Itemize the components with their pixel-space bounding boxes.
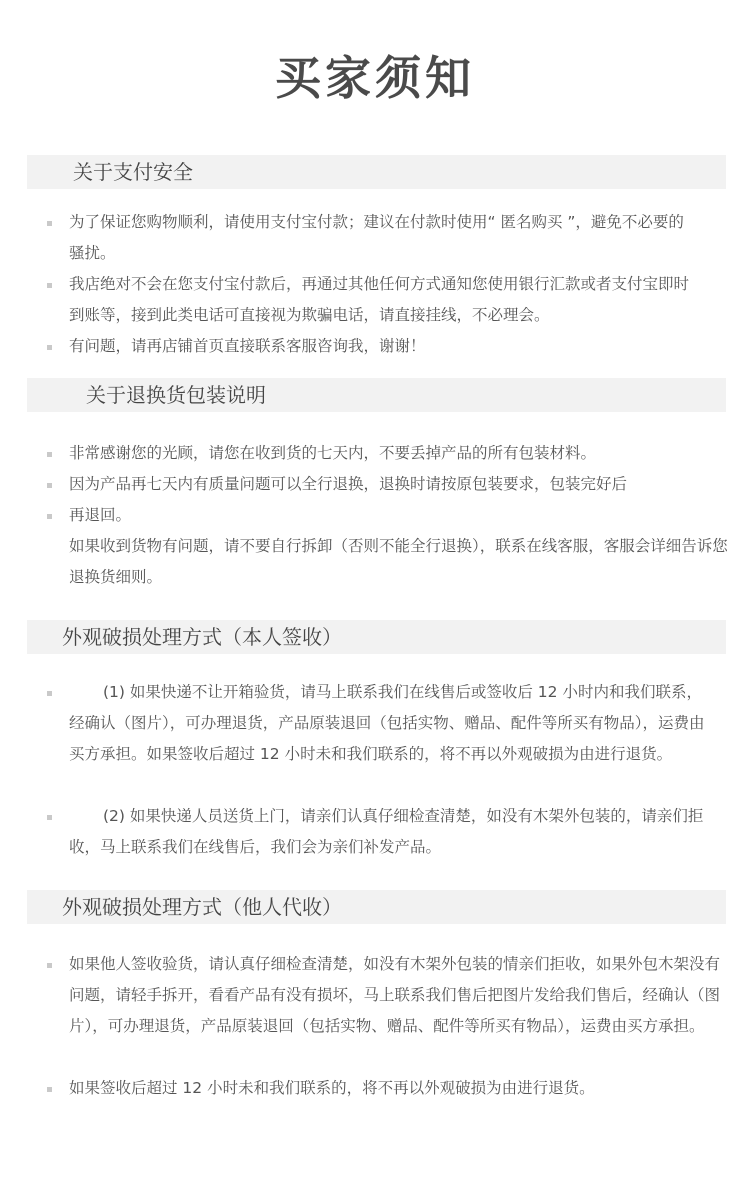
- bullet-marker: [47, 691, 52, 696]
- page-title: 买家须知: [275, 51, 475, 105]
- paragraph: 为了保证您购物顺利，请使用支付宝付款；建议在付款时使用“ 匿名购买 ”，避免不必要的骚扰。: [69, 213, 684, 262]
- paragraph: 如果收到货物有问题，请不要自行拆卸（否则不能全行退换），联系在线客服，客服会详细告诉您退换货细则。: [69, 537, 728, 586]
- section-heading-damage-self: [27, 620, 726, 654]
- section-heading-label: 关于支付安全: [73, 160, 193, 184]
- section-heading-returns: [27, 378, 726, 412]
- paragraph: 有问题，请再店铺首页直接联系客服咨询我，谢谢！: [69, 337, 426, 355]
- paragraph: 我店绝对不会在您支付宝付款后，再通过其他任何方式通知您使用银行汇款或者支付宝即时到账等，接到此类电话可直接视为欺骗电话，请直接挂线，不必理会。: [69, 275, 690, 324]
- bullet-marker: [47, 514, 52, 519]
- paragraph: 非常感谢您的光顾，请您在收到货的七天内，不要丢掉产品的所有包装材料。: [69, 444, 597, 462]
- bullet-marker: [47, 483, 52, 488]
- paragraph: (2) 如果快递人员送货上门，请亲们认真仔细检查清楚，如没有木架外包装的，请亲们拒收，马上联系我们在线售后，我们会为亲们补发产品。: [69, 807, 704, 856]
- bullet-marker: [47, 221, 52, 226]
- section-heading-label: 外观破损处理方式（本人签收）: [62, 625, 342, 649]
- bullet-marker: [47, 1087, 52, 1092]
- bullet-marker: [47, 963, 52, 968]
- paragraph: 如果他人签收验货，请认真仔细检查清楚，如没有木架外包装的情亲们拒收，如果外包木架没有问题，请轻手拆开，看看产品有没有损坏，马上联系我们售后把图片发给我们售后，经确认（图片），可办理退货，产品原装退回（包括实物、赠品、配件等所买有物品），运费由买方承担。: [69, 955, 721, 1035]
- bullet-marker: [47, 452, 52, 457]
- paragraph: 因为产品再七天内有质量问题可以全行退换，退换时请按原包装要求，包装完好后: [69, 475, 628, 493]
- bullet-marker: [47, 283, 52, 288]
- bullet-marker: [47, 815, 52, 820]
- section-heading-payment: [27, 155, 726, 189]
- section-heading-damage-proxy: [27, 890, 726, 924]
- paragraph: 再退回。: [69, 506, 132, 524]
- paragraph: 如果签收后超过 12 小时未和我们联系的，将不再以外观破损为由进行退货。: [69, 1079, 595, 1097]
- paragraph: (1) 如果快递不让开箱验货，请马上联系我们在线售后或签收后 12 小时内和我们联系，经确认（图片），可办理退货，产品原装退回（包括实物、赠品、配件等所买有物品），运费由买方承担。如果签收后超过 12 小时未和我们联系的，将不再以外观破损为由进行退货。: [69, 683, 705, 763]
- bullet-marker: [47, 345, 52, 350]
- section-heading-label: 外观破损处理方式（他人代收）: [62, 895, 342, 919]
- section-heading-label: 关于退换货包装说明: [86, 383, 266, 407]
